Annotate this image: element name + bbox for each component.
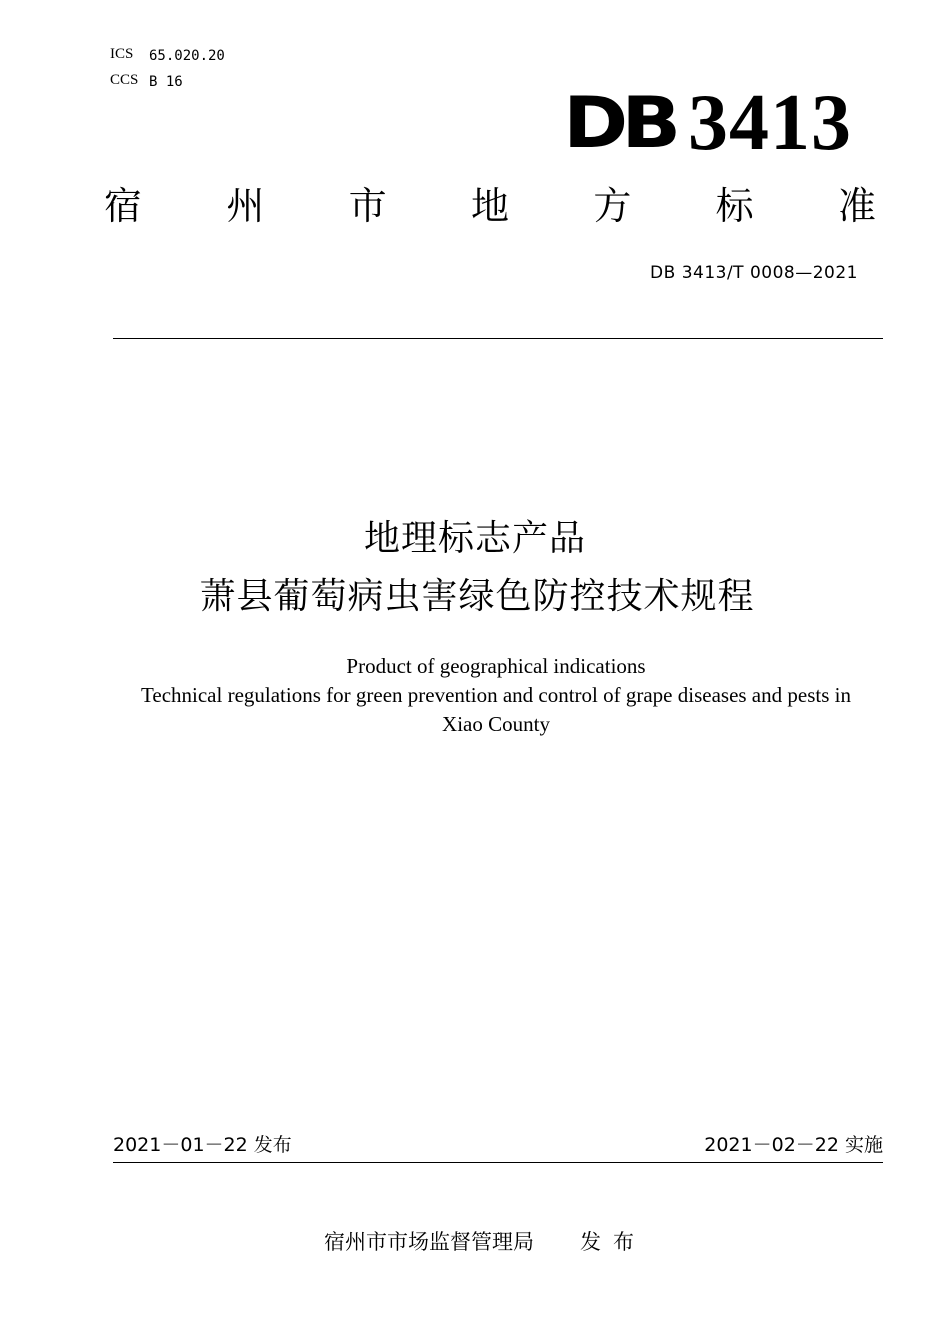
standard-type-char: 标 [715,184,754,228]
standard-type-char: 地 [470,184,509,228]
issuer [324,1228,646,1256]
title-en-line1: Product of geographical indications [346,654,646,678]
title-cn-line1: 地理标志产品 [363,518,586,559]
title-en-line2: Technical regulations for green prevention and control of grape diseases and pests in [141,683,851,707]
ccs-value: B 16 [149,74,183,90]
db-number: 3413 [688,79,852,167]
release-date: 2021－01－22 发布 [113,1134,292,1156]
issuer-action: 发布 [580,1230,646,1254]
standard-type-char: 方 [593,184,632,228]
standard-type-char: 市 [348,184,387,228]
title-cn-line2: 萧县葡萄病虫害绿色防控技术规程 [199,576,755,617]
db-code-logo [562,74,852,167]
standard-type-char: 准 [837,184,876,228]
ics-value: 65.020.20 [149,48,225,64]
bottom-divider [113,1162,883,1163]
issuer-name: 宿州市市场监督管理局 [324,1230,534,1254]
ccs-label: CCS [110,72,139,88]
standard-type-char: 宿 [104,184,143,228]
db-prefix: DB [562,82,674,164]
ics-label: ICS [110,46,134,62]
title-en-line3: Xiao County [442,712,550,736]
standard-type-char: 州 [226,184,265,228]
standard-number: DB 3413/T 0008—2021 [650,263,858,283]
standard-type [104,184,876,228]
top-divider [113,338,883,339]
implement-date: 2021－02－22 实施 [704,1134,883,1156]
